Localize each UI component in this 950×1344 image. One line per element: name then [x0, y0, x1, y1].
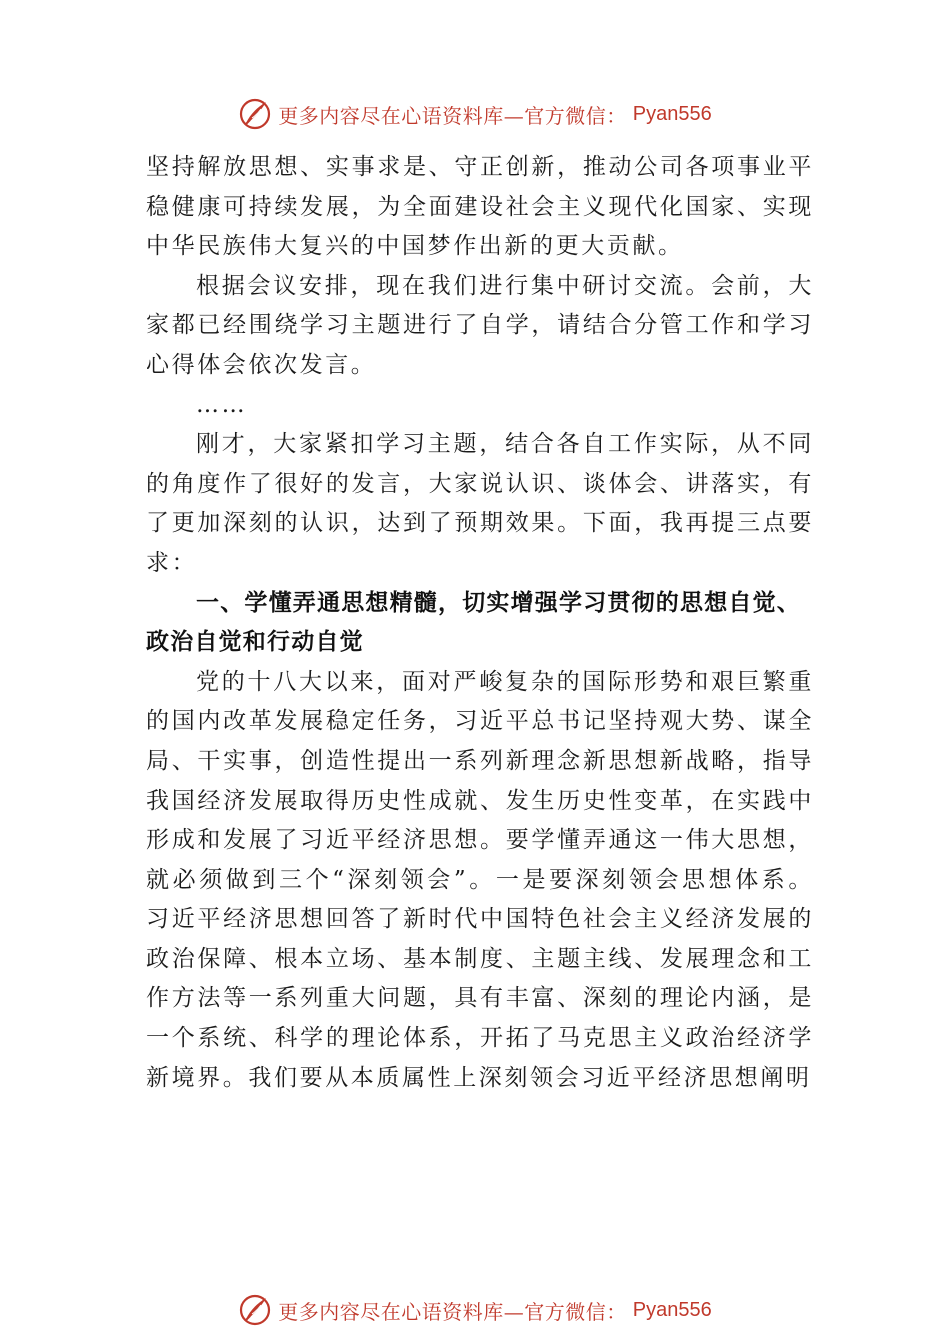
paragraph: 根据会议安排，现在我们进行集中研讨交流。会前，大家都已经围绕学习主题进行了自学，请结合分管工作和学习心得体会依次发言。	[146, 272, 814, 378]
quill-pen-logo-icon	[238, 1293, 272, 1327]
section-heading: 一、学懂弄通思想精髓，切实增强学习贯彻的思想自觉、政治自觉和行动自觉	[146, 589, 801, 656]
wechat-id: Pyan556	[632, 1298, 712, 1321]
paragraph: 刚才，大家紧扣学习主题，结合各自工作实际，从不同的角度作了很好的发言，大家说认识、谈体会、讲落实，有了更加深刻的认识，达到了预期效果。下面，我再提三点要求：	[146, 431, 814, 576]
paragraph: 党的十八大以来，面对严峻复杂的国际形势和艰巨繁重的国内改革发展稳定任务，习近平总书记坚持观大势、谋全局、干实事，创造性提出一系列新理念新思想新战略，指导我国经济发展取得历史性成就、发生历史性变革，在实践中形成和发展了习近平经济思想。要学懂弄通这一伟大思想， 就必须做到三个“深刻领会”。一是要深刻领会思想体系。习近平经济思想回答了新时代中国特色社会主义经济发展的政治保障、根本立场、基本制度、主题主线、发展理念和工作方法等一系列重大问题，具有丰富、深刻的理论内涵，是一个系统、科学的理论体系，开拓了马克思主义政治经济学新境界。我们要从本质属性上深刻领会习近平经济思想阐明	[146, 668, 814, 1091]
ellipsis-paragraph: ……	[196, 391, 248, 418]
paragraph: 坚持解放思想、实事求是、守正创新，推动公司各项事业平稳健康可持续发展，为全面建设社会主义现代化国家、实现中华民族伟大复兴的中国梦作出新的更大贡献。	[146, 154, 814, 260]
banner-text: 更多内容尽在心语资料库—官方微信：	[278, 103, 627, 128]
quill-pen-logo-icon	[238, 97, 272, 131]
header-banner	[0, 94, 950, 134]
footer-banner	[0, 1290, 950, 1330]
banner-text: 更多内容尽在心语资料库—官方微信：	[278, 1299, 627, 1324]
wechat-id: Pyan556	[632, 102, 712, 125]
document-body	[146, 148, 814, 1098]
